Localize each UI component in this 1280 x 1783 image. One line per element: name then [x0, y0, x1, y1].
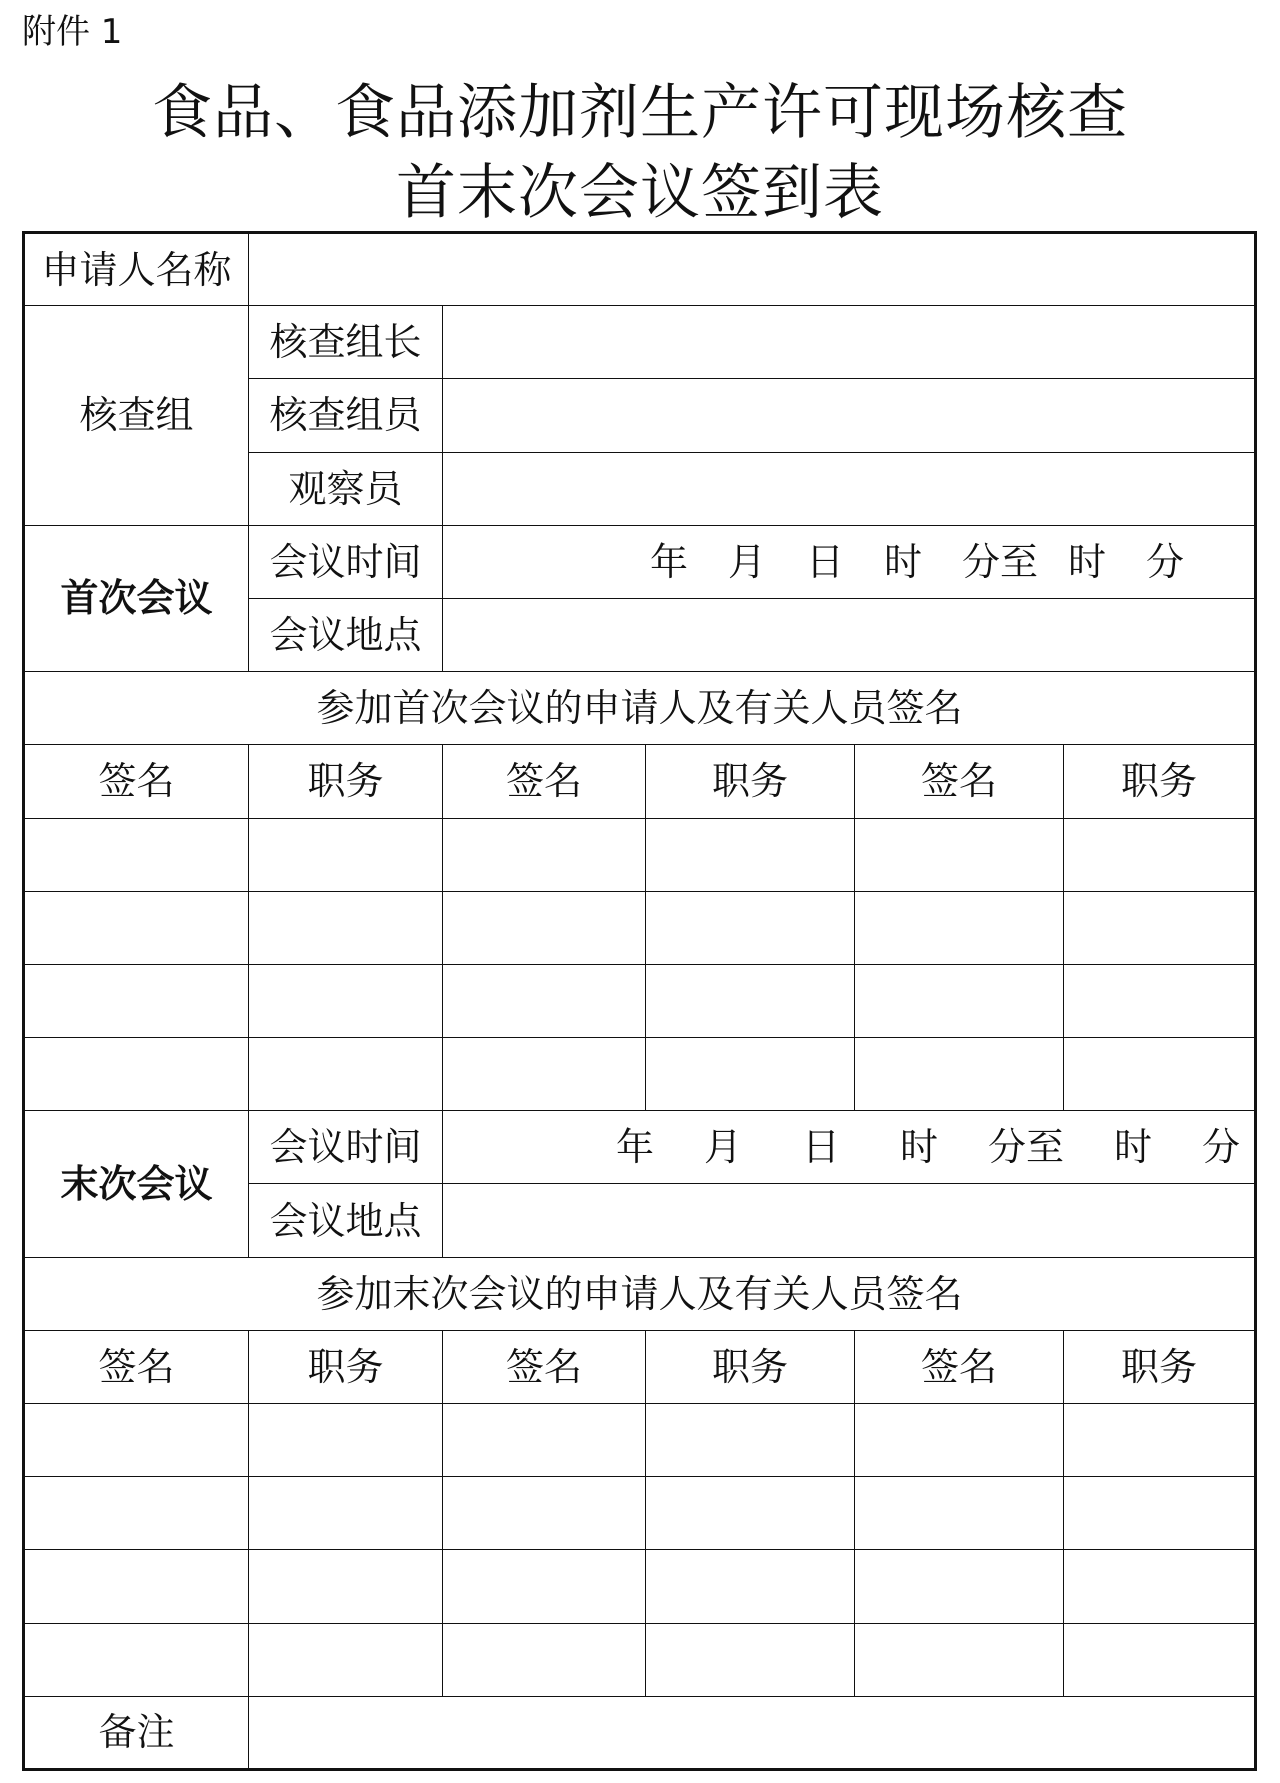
time-unit-minute-to: 分至 — [962, 539, 1039, 584]
signature-cell[interactable] — [24, 964, 249, 1037]
time-unit-hour: 时 — [883, 539, 922, 584]
column-header-signature: 签名 — [443, 745, 646, 818]
signature-cell[interactable] — [443, 818, 646, 891]
position-cell[interactable] — [646, 818, 855, 891]
table-row — [24, 1404, 1256, 1477]
final-meeting-place-field[interactable] — [443, 1184, 1256, 1257]
table-row — [24, 818, 1256, 891]
signature-cell[interactable] — [24, 1550, 249, 1623]
column-header-signature: 签名 — [24, 745, 249, 818]
position-cell[interactable] — [249, 964, 443, 1037]
signature-cell[interactable] — [24, 1038, 249, 1111]
position-cell[interactable] — [249, 818, 443, 891]
signature-cell[interactable] — [855, 891, 1064, 964]
position-cell[interactable] — [646, 1550, 855, 1623]
time-unit-year: 年 — [615, 1125, 654, 1170]
position-cell[interactable] — [1064, 1038, 1256, 1111]
page-title-line2: 首末次会议签到表 — [396, 158, 884, 228]
position-cell[interactable] — [646, 1477, 855, 1550]
column-header-position: 职务 — [646, 745, 855, 818]
position-cell[interactable] — [646, 1404, 855, 1477]
team-member-field[interactable] — [443, 379, 1256, 452]
position-cell[interactable] — [1064, 891, 1256, 964]
signature-cell[interactable] — [443, 891, 646, 964]
team-member-label: 核查组员 — [249, 379, 443, 452]
team-label: 核查组 — [24, 306, 249, 526]
column-header-signature: 签名 — [855, 1330, 1064, 1403]
observer-field[interactable] — [443, 452, 1256, 525]
position-cell[interactable] — [1064, 964, 1256, 1037]
position-cell[interactable] — [1064, 818, 1256, 891]
time-unit-hour-end: 时 — [1068, 539, 1107, 584]
time-unit-year: 年 — [649, 539, 688, 584]
table-row — [24, 1038, 1256, 1111]
position-cell[interactable] — [1064, 1550, 1256, 1623]
final-meeting-sign-heading: 参加末次会议的申请人及有关人员签名 — [24, 1257, 1256, 1330]
column-header-signature: 签名 — [24, 1330, 249, 1403]
signature-cell[interactable] — [855, 1623, 1064, 1696]
column-header-position: 职务 — [1064, 745, 1256, 818]
first-meeting-sign-heading: 参加首次会议的申请人及有关人员签名 — [24, 672, 1256, 745]
signature-cell[interactable] — [24, 1477, 249, 1550]
team-leader-field[interactable] — [443, 306, 1256, 379]
remarks-label: 备注 — [24, 1696, 249, 1769]
position-cell[interactable] — [646, 1623, 855, 1696]
column-header-position: 职务 — [249, 745, 443, 818]
final-meeting-place-label: 会议地点 — [249, 1184, 443, 1257]
signature-cell[interactable] — [443, 1477, 646, 1550]
final-meeting-time-label: 会议时间 — [249, 1111, 443, 1184]
first-meeting-place-label: 会议地点 — [249, 598, 443, 671]
observer-label: 观察员 — [249, 452, 443, 525]
time-unit-month: 月 — [727, 539, 766, 584]
position-cell[interactable] — [249, 891, 443, 964]
signature-cell[interactable] — [855, 1477, 1064, 1550]
time-unit-month: 月 — [703, 1125, 742, 1170]
time-unit-day: 日 — [805, 539, 844, 584]
signature-cell[interactable] — [443, 1404, 646, 1477]
signature-cell[interactable] — [855, 1038, 1064, 1111]
position-cell[interactable] — [249, 1038, 443, 1111]
sign-in-form-table — [22, 231, 1257, 1771]
time-unit-minute-to: 分至 — [988, 1125, 1065, 1170]
position-cell[interactable] — [646, 1038, 855, 1111]
time-unit-minute-end: 分 — [1146, 539, 1185, 584]
position-cell[interactable] — [249, 1550, 443, 1623]
team-leader-label: 核查组长 — [249, 306, 443, 379]
column-header-position: 职务 — [646, 1330, 855, 1403]
signature-cell[interactable] — [855, 1404, 1064, 1477]
applicant-name-field[interactable] — [249, 233, 1256, 306]
signature-cell[interactable] — [855, 964, 1064, 1037]
first-meeting-time-field[interactable] — [443, 525, 1256, 598]
position-cell[interactable] — [1064, 1477, 1256, 1550]
table-row — [24, 1477, 1256, 1550]
signature-cell[interactable] — [855, 818, 1064, 891]
table-row — [24, 1550, 1256, 1623]
time-unit-day: 日 — [801, 1125, 840, 1170]
position-cell[interactable] — [646, 891, 855, 964]
column-header-position: 职务 — [1064, 1330, 1256, 1403]
time-unit-hour-end: 时 — [1114, 1125, 1153, 1170]
column-header-signature: 签名 — [855, 745, 1064, 818]
table-row — [24, 964, 1256, 1037]
table-row — [24, 1623, 1256, 1696]
position-cell[interactable] — [1064, 1404, 1256, 1477]
position-cell[interactable] — [249, 1477, 443, 1550]
first-meeting-place-field[interactable] — [443, 598, 1256, 671]
signature-cell[interactable] — [443, 1550, 646, 1623]
position-cell[interactable] — [646, 964, 855, 1037]
final-meeting-time-field[interactable] — [443, 1111, 1256, 1184]
first-meeting-label: 首次会议 — [24, 525, 249, 671]
signature-cell[interactable] — [855, 1550, 1064, 1623]
signature-cell[interactable] — [24, 891, 249, 964]
position-cell[interactable] — [1064, 1623, 1256, 1696]
signature-cell[interactable] — [24, 1404, 249, 1477]
position-cell[interactable] — [249, 1623, 443, 1696]
signature-cell[interactable] — [24, 1623, 249, 1696]
signature-cell[interactable] — [443, 1038, 646, 1111]
column-header-position: 职务 — [249, 1330, 443, 1403]
time-unit-hour: 时 — [899, 1125, 938, 1170]
first-meeting-time-label: 会议时间 — [249, 525, 443, 598]
table-row — [24, 891, 1256, 964]
attachment-label: 附件 1 — [22, 12, 123, 52]
signature-cell[interactable] — [443, 1623, 646, 1696]
remarks-field[interactable] — [249, 1696, 1256, 1769]
column-header-signature: 签名 — [443, 1330, 646, 1403]
signature-cell[interactable] — [24, 818, 249, 891]
time-unit-minute-end: 分 — [1202, 1125, 1241, 1170]
final-meeting-label: 末次会议 — [24, 1111, 249, 1257]
position-cell[interactable] — [249, 1404, 443, 1477]
applicant-label: 申请人名称 — [24, 233, 249, 306]
page-title-line1: 食品、食品添加剂生产许可现场核查 — [152, 78, 1128, 148]
signature-cell[interactable] — [443, 964, 646, 1037]
